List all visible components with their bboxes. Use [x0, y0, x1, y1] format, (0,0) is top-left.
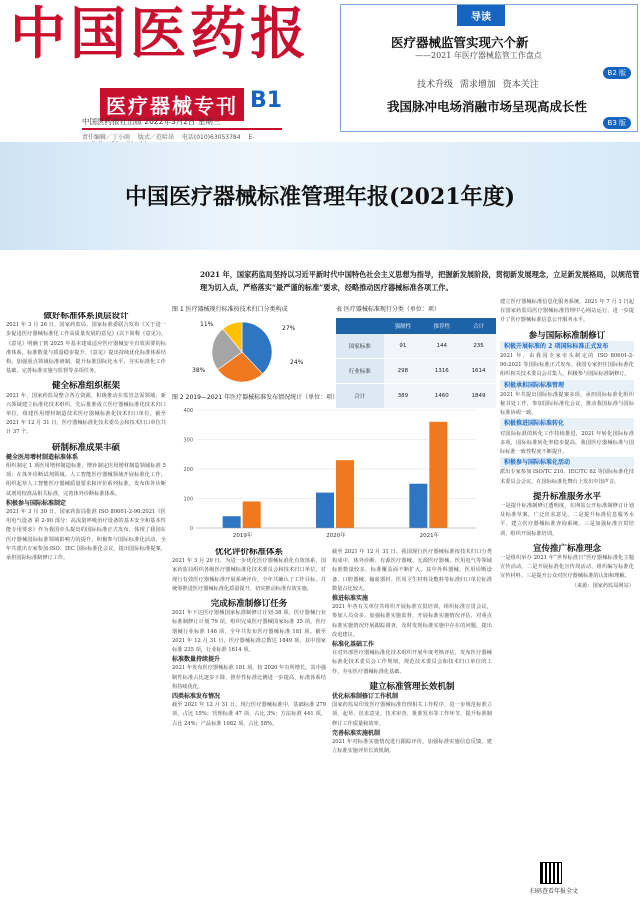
table-cell: 1316 [422, 359, 461, 384]
special-edition-label: 医疗器械专刊 [100, 88, 244, 121]
sub-heading: 优化标准制修订工作机制 [332, 693, 399, 701]
table-header-cell [336, 318, 384, 334]
table-cell: 389 [384, 384, 423, 409]
bar [429, 422, 447, 528]
standards-table [336, 318, 496, 409]
paragraph: 2021 年 3 月 30 日，国家药监局批准 ISO 80601-2-90:2021《医用电气设备 第 2-90 部分：高流量呼吸治疗设备的基本安全和基本性能专用要求》作为我国牵头提出的国际标准正式发布，体现了我国在医疗器械国际标准领域影响力的提升。积极参与国际标准化活动，全年共派出专家参加 ISO、IEC 国际标准化会议，提出国际标准提案，承担国际标准制修订工作。 [6, 509, 166, 562]
x-tick-label: 2019年 [232, 533, 253, 539]
bar [243, 501, 261, 528]
guide-headline-2[interactable]: 我国脉冲电场消融市场呈现高成长性 [387, 99, 588, 114]
paragraph: 2021 年下达医疗器械国家标准制修订计划 38 项，医疗器械行业标准制修订计划 79 项。组织完成医疗器械国家标准 35 项，医疗器械行业标准 146 项，全年共发布医疗器械标准 181 项。截至 2021 年 12 月 31 日，医疗器械标准总数达 1849 项，其中国家标准 235 项，行业标准 1614 项。 [172, 610, 326, 654]
paragraph: 2021 年，由我国专家牵头制定的 ISO 80601-2-90:2021 等国际标准正式发布。我国专家担任国际标准化组织相关技术委员会召集人，积极参与国际标准制修订。 [500, 353, 634, 378]
table-cell: 行业标准 [336, 359, 384, 384]
figure-2-bar-chart [172, 404, 492, 544]
layout-name: 版式／范哈昂 [137, 134, 174, 141]
sub-heading: 健全医用增材制造标准体系 [6, 453, 79, 461]
y-tick-label: 0 [189, 526, 193, 532]
x-tick-label: 2021年 [419, 533, 440, 539]
section-heading: 研制标准成果丰硕 [51, 442, 120, 453]
editor-name: 责任编辑／丁小雨 [82, 134, 131, 141]
paragraph: 2021 年共提出国际标准提案多项，承担国际标准化组织秘书处工作，参加国际标准化会议，推动我国标准与国际标准协调一致。 [500, 391, 634, 417]
table-cell: 235 [461, 334, 496, 359]
guide-header: 导读 [457, 5, 505, 26]
paragraph: 2021 年 3 月 29 日，为进一步优化医疗器械标准化有效体系，国家药监局组织各级医疗器械标准化技术委员会和技术归口单位，对现行有效医疗器械标准开展系统评价，全年共确认了工作目标，并统筹推进医疗器械标准化质量提升，切实推动标准有效实施。 [172, 558, 326, 592]
newspaper-title: 中国医药报 [10, 1, 310, 67]
phone-number: 电话(010)63053784 [181, 134, 241, 141]
guide-box [340, 4, 638, 132]
section-heading: 优化评价标准体系 [214, 548, 283, 557]
section-heading: 做好标准体系顶层设计 [43, 312, 129, 321]
y-tick-label: 300 [183, 437, 193, 444]
table-header-cell: 强制性 [384, 318, 423, 334]
figure-1-caption: 图 1 医疗器械现行标准按技术归口分类构成 [172, 306, 288, 313]
column-1 [6, 312, 166, 897]
section-heading: 参与国际标准制修订 [528, 330, 606, 341]
page-badge-b3[interactable]: B3 版 [603, 117, 631, 129]
bar [316, 493, 334, 528]
guide-subheadline-1: ——2021 年医疗器械监管工作盘点 [415, 51, 542, 60]
publisher-line: 中国医药报社出版 2022年3月2日 星期三 [82, 117, 221, 126]
table-cell: 1460 [422, 384, 461, 409]
lead-paragraph: 2021 年，国家药监局坚持以习近平新时代中国特色社会主义思想为指导，把握新发展阶段，贯彻新发展理念，立足新发展格局，以规范管理为切入点，严格落实“最严谨的标准”要求，经略推动医疗器械标准各项工作。 [200, 270, 640, 292]
sub-heading: 四类标准发布情况 [172, 693, 221, 701]
sub-heading: 积极参与国际标准化活动 [500, 457, 634, 468]
paragraph: 2021 年对标准实施情况进行跟踪评价，加强标准实施信息反馈，建立标准实施评价长效机制。 [332, 739, 492, 755]
pie-label: 27% [282, 325, 296, 332]
section-heading: 建立标准管理长效机制 [369, 681, 455, 692]
paragraph: 截至 2021 年 12 月 31 日，现行医疗器械标准中，基础标准 279 项，占比 15%；管理标准 47 项，占比 3%；方法标准 441 项，占比 24%；产品标准 1082 项，占比 58%。 [172, 702, 326, 727]
sub-heading: 推进标准实施 [332, 595, 369, 603]
table-cell: 国家标准 [336, 334, 384, 359]
main-headline: 中国医疗器械标准管理年报(2021年度) [124, 184, 516, 210]
table-header-cell: 推荐性 [422, 318, 461, 334]
figure-2-caption: 图 2 2019—2021 年医疗器械标准发布情况统计（单位：项） [172, 394, 339, 401]
bar [336, 460, 354, 528]
pie-label: 24% [290, 359, 304, 366]
bar [409, 484, 427, 528]
table-cell: 144 [422, 334, 461, 359]
paragraph: 派出专家参加 ISO/TC 210、IEC/TC 62 等国际标准化技术委员会会议，在国际标准化舞台上发出中国声音。 [500, 469, 634, 485]
y-tick-label: 200 [183, 467, 193, 473]
table-cell: 1614 [461, 359, 496, 384]
paragraph: 截至 2021 年 12 月 31 日，我国现行医疗器械标准按技术归口分类构成中，体外诊断、有源医疗器械、无源医疗器械、医用电气等领域标准数量较多，标准覆盖面不断扩大。其中外科器械、医用诊断设备、口腔器械、输血器材、医用卫生材料及敷料等标准归口单位标准数量占比较大。 [332, 549, 492, 592]
section-heading: 宣传推广标准理念 [532, 543, 601, 554]
y-tick-label: 400 [183, 408, 193, 414]
paragraph: 2021 年 3 月 26 日，国家药监局、国家标准委联合发布《关于进一步促进医疗器械标准化工作高质量发展的意见》(以下简称《意见》)。《意见》明确了到 2025 年基本建成适应医疗器械安全有效需要的标准体系，标准数量与质量稳步提升。《意见》提出持续优化标准体系结构，加强重点领域标准研制，提升标准国际化水平，夯实标准化工作基础，完善标准实施与监督等多项任务。 [6, 322, 166, 375]
column-3 [332, 548, 492, 897]
paragraph: 一是提升标准制修订透明度，在网站公开标准制修订计划及标准草案，广泛征求意见。二是提升标准信息服务水平，建立医疗器械标准查询系统。三是加强标准宣贯培训，组织开展标准培训。 [500, 503, 634, 537]
sub-heading: 积极承担国际标准管理 [500, 380, 634, 391]
section-heading: 提升标准服务水平 [532, 491, 601, 502]
source-note: （来源：国家药监局网站） [571, 582, 634, 589]
table-row [336, 359, 496, 384]
qr-caption: 扫码查看年报全文 [530, 888, 579, 895]
sub-heading: 积极推进国际标准转化 [500, 418, 634, 429]
column-4 [500, 298, 634, 858]
section-heading: 健全标准组织框架 [51, 381, 120, 392]
email-address[interactable]: E- [248, 134, 255, 141]
sub-heading: 积极参与国际标准制定 [6, 499, 67, 507]
column-2 [172, 548, 326, 897]
y-tick-label: 100 [183, 496, 193, 503]
paragraph: 对国际标准的转化工作持续推进，2021 年转化国际标准多项，国际标准转化率稳步提高，我国医疗器械标准与国际标准一致性程度不断提升。 [500, 430, 634, 456]
table-row [336, 334, 496, 359]
paragraph: 2021 年发布医疗器械标准 181 项，较 2020 年有所增长。其中强制性标准占比逐步下降，推荐性标准比例进一步提高，标准体系结构持续优化。 [172, 665, 326, 690]
section-heading: 完成标准制修订任务 [210, 599, 288, 610]
paragraph: 建立医疗器械标准信息化服务系统。2021 年 7 月 1 日起在国家药监局医疗器械标准管理中心网站运行，进一步提升了医疗器械标准信息公开服务水平。 [500, 299, 634, 324]
figure-1-pie [172, 316, 322, 386]
guide-keywords: 技术升级 需求增加 资本关注 [417, 80, 539, 90]
paragraph: 国家药监局印发医疗器械标准管理相关工作程序，进一步规范标准立项、起草、征求意见、技术审查、批准发布等工作环节，提升标准制修订工作质量和效率。 [332, 702, 492, 727]
edition-number: B1 [250, 88, 283, 113]
guide-headline-1[interactable]: 医疗器械监管实现六个新 [391, 35, 529, 50]
table-cell: 298 [384, 359, 423, 384]
paragraph: 组织制定 1 项医用增材制造标准，增补制定医用增材制造领域标准 5 项；在体外诊断试剂领域、人工智能医疗器械领域开展标准化工作，组织起草人工智能医疗器械质量要求和评价系列标准，发布体外诊断试剂用校准品相关标准，完善体外诊断标准体系。 [6, 463, 166, 497]
paragraph: 2021 年，国家药监局整合各方资源，积极推动在监管急需领域、新兴领域建立标准化技术组织，先后批准成立医疗器械标准化技术归口单位，组建医用增材制造技术医疗器械标准化技术归口单位。截至 2021 年 12 月 31 日，医疗器械标准化技术委员会和技术归口单位共计 37 个。 [6, 392, 166, 436]
table-cell: 1849 [461, 384, 496, 409]
table-cell: 91 [384, 334, 423, 359]
pie-label: 11% [200, 321, 214, 328]
table-header-cell: 合计 [461, 318, 496, 334]
sub-heading: 标准化基础工作 [332, 641, 375, 649]
qr-code-icon[interactable] [540, 862, 562, 884]
table-cell: 合计 [336, 384, 384, 409]
paragraph: 在对外部医疗器械标准化技术组织开展年度考核评估，发布医疗器械标准化技术委员会工作规则，规范技术委员会和技术归口单位的工作，夯实医疗器械标准化基础。 [332, 650, 492, 675]
table-caption: 表 医疗器械标准现行分类（单位：项） [336, 306, 440, 313]
pie-label: 38% [192, 367, 206, 374]
x-tick-label: 2020年 [326, 533, 346, 539]
sub-heading: 标准数量持续提升 [172, 656, 221, 664]
paragraph: 2021 年各有关单位共组织开展标准宣贯培训，组织标准宣贯会议，参加人员众多。加强标准实施监督，开展标准实施情况评估，对重点标准实施情况开展跟踪调查，及时发现标准实施中存在的问题，提出改进建议。 [332, 604, 492, 638]
paragraph: 一是组织举办 2021 年“世界标准日”医疗器械标准化主题宣传活动。二是开展标准化宣传周活动，组织编写标准化宣传材料。三是提升公众对医疗器械标准的认知和理解。 [500, 555, 634, 580]
page-badge-b2[interactable]: B2 版 [603, 67, 631, 79]
sub-heading: 积极开展标准的 2 项国际标准正式发布 [500, 341, 634, 352]
sub-heading: 完善标准实施机制 [332, 729, 381, 737]
bar [223, 516, 241, 528]
